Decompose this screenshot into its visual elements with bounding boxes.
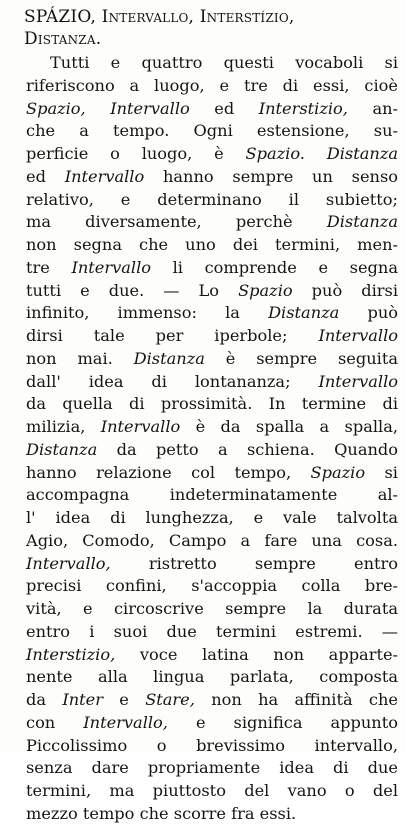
text-line: senza dare propriamente idea di due (26, 758, 398, 778)
text-line: non segna che uno dei termini, men- (26, 235, 398, 254)
text-line: Distanza da petto a schiena. Quando (26, 439, 398, 459)
text-line: entro i suoi due termini estremi. — (26, 621, 398, 641)
text-line: dirsi tale per iperbole; Intervallo (26, 326, 398, 345)
text-line: infinito, immenso: la Distanza può (26, 303, 398, 323)
text-line: con Intervallo, e significa appunto (26, 712, 398, 732)
text-line: hanno relazione col tempo, Spazio si (26, 462, 398, 482)
text-line: Piccolissimo o brevissimo intervallo, (26, 735, 398, 755)
entry-heading-line-2: Distanza. (24, 29, 102, 49)
text-line: Interstizio, voce latina non apparte- (26, 644, 398, 664)
text-line: milizia, Intervallo è da spalla a spalla, (26, 417, 398, 436)
text-line: riferiscono a luogo, e tre di essi, cioè (26, 75, 398, 95)
text-line: tutti e due. — Lo Spazio può dirsi (26, 280, 399, 300)
text-line: ma diversamente, perchè Distanza (26, 212, 398, 232)
text-line: Intervallo, ristretto sempre entro (26, 553, 398, 573)
entry-body (26, 52, 398, 826)
text-line: da Inter e Stare, non ha affinità che (26, 690, 398, 709)
text-line: precisi confini, s'accoppia colla bre- (26, 576, 398, 596)
text-line: mezzo tempo che scorre fra essi. (26, 803, 297, 823)
text-line: relativo, e determinano il subietto; (26, 189, 398, 209)
text-line: Agio, Comodo, Campo a fare una cosa. (26, 530, 398, 550)
text-line: l' idea di lunghezza, e vale talvolta (26, 508, 398, 527)
text-line: da quella di prossimità. In termine di (26, 394, 398, 414)
text-line: perficie o luogo, è Spazio. Distanza (26, 144, 398, 163)
text-line: Spazio, Intervallo ed Interstizio, an- (26, 98, 398, 118)
entry-heading (24, 6, 404, 50)
entry-heading-line-1: SPÁZIO, Intervallo, Interstízio, (24, 7, 295, 27)
text-line: dall' idea di lontananza; Intervallo (26, 371, 398, 391)
text-line: non mai. Distanza è sempre seguita (26, 348, 398, 368)
text-line: che a tempo. Ogni estensione, su- (26, 121, 398, 141)
text-line: Tutti e quattro questi vocaboli si (50, 53, 398, 72)
text-line: tre Intervallo li comprende e segna (26, 257, 398, 277)
text-line: accompagna indeterminatamente al- (26, 485, 398, 505)
text-line: vità, e circoscrive sempre la durata (26, 599, 398, 618)
text-line: termini, ma piuttosto del vano o del (26, 781, 398, 800)
text-line: nente alla lingua parlata, composta (26, 667, 398, 687)
text-line: ed Intervallo hanno sempre un senso (26, 166, 398, 186)
